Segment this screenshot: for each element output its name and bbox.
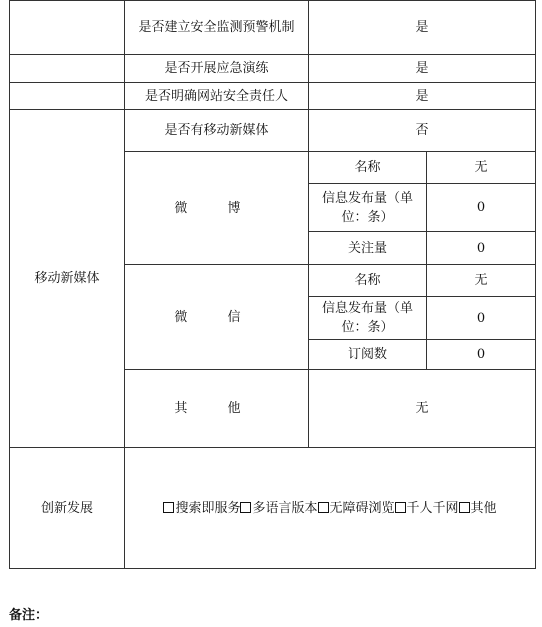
left-blank-cell — [10, 55, 125, 83]
left-blank-cell — [10, 83, 125, 110]
weixin-label: 微 信 — [125, 265, 309, 370]
checkbox-icon[interactable] — [395, 502, 406, 513]
checkbox-icon[interactable] — [240, 502, 251, 513]
checkbox-icon[interactable] — [459, 502, 470, 513]
checkbox-icon[interactable] — [163, 502, 174, 513]
has-mobile-media-value: 否 — [309, 110, 536, 152]
weixin-posts-value: 0 — [427, 297, 536, 340]
weixin-name-label: 名称 — [309, 265, 427, 297]
website-report-table — [9, 0, 536, 569]
weixin-sub-label: 订阅数 — [309, 340, 427, 370]
weibo-follow-label: 关注量 — [309, 232, 427, 265]
weibo-label: 微 博 — [125, 152, 309, 265]
option-label: 无障碍浏览 — [329, 500, 395, 516]
option-label: 多语言版本 — [252, 500, 318, 516]
weixin-sub-value: 0 — [427, 340, 536, 370]
row-value: 是 — [309, 1, 536, 55]
has-mobile-media-label: 是否有移动新媒体 — [125, 110, 309, 152]
weibo-name-value: 无 — [427, 152, 536, 184]
option-label: 千人千网 — [406, 500, 459, 516]
weixin-name-value: 无 — [427, 265, 536, 297]
weibo-follow-value: 0 — [427, 232, 536, 265]
row-value: 是 — [309, 55, 536, 83]
row-value: 是 — [309, 83, 536, 110]
mobile-media-section-label: 移动新媒体 — [10, 110, 125, 448]
innovation-label: 创新发展 — [10, 448, 125, 569]
row-label: 是否开展应急演练 — [125, 55, 309, 83]
other-media-value: 无 — [309, 370, 536, 448]
weibo-posts-value: 0 — [427, 184, 536, 232]
row-label: 是否明确网站安全责任人 — [125, 83, 309, 110]
left-blank-cell — [10, 1, 125, 55]
weibo-name-label: 名称 — [309, 152, 427, 184]
option-label: 搜索即服务 — [175, 500, 241, 516]
weibo-posts-label: 信息发布量（单位：条） — [309, 184, 427, 232]
other-media-label: 其 他 — [125, 370, 309, 448]
checkbox-icon[interactable] — [318, 502, 329, 513]
option-label: 其他 — [470, 500, 497, 516]
innovation-options — [125, 448, 536, 569]
weixin-posts-label: 信息发布量（单位：条） — [309, 297, 427, 340]
row-label: 是否建立安全监测预警机制 — [125, 1, 309, 55]
note-label: 备注： — [9, 608, 49, 623]
